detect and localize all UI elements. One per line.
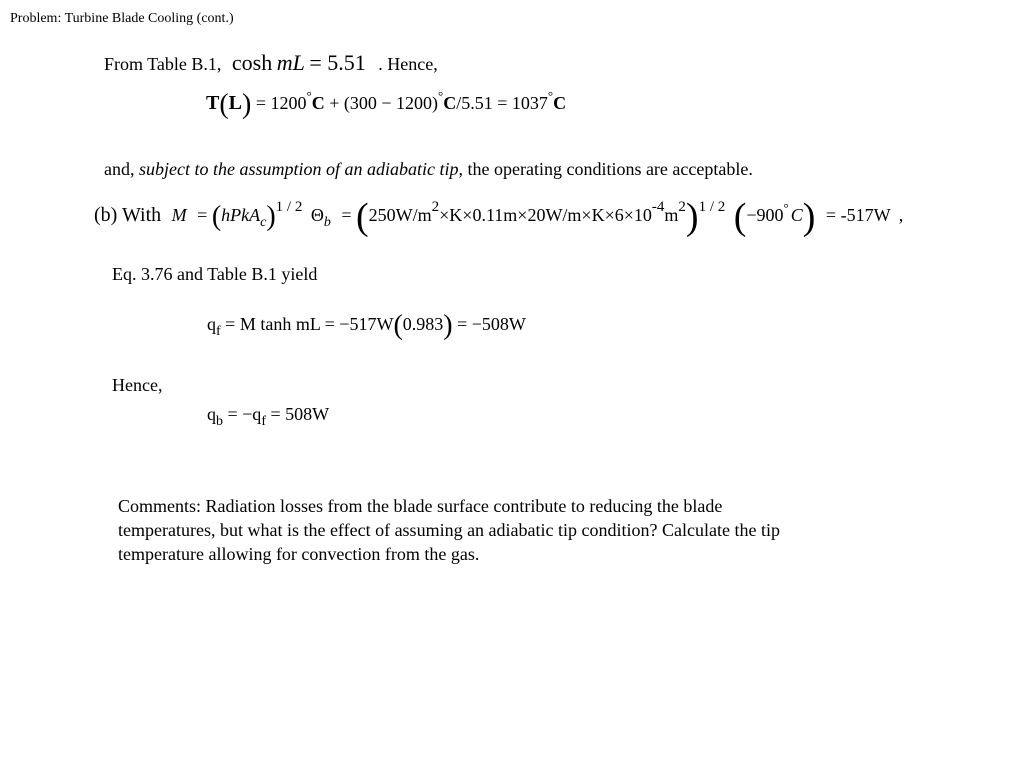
hence-suffix: . Hence,: [378, 54, 438, 74]
eq-M: M: [171, 205, 187, 226]
subscript-c: c: [260, 215, 267, 231]
sup-2: 2: [431, 199, 440, 216]
inner-b: ×K×0.11m×20W/m×K×6×10: [439, 205, 652, 226]
eq-q: q: [207, 314, 216, 335]
eq-equals: =: [341, 205, 352, 226]
adiabatic-prefix: and,: [104, 159, 139, 179]
degree-symbol: °: [783, 200, 789, 216]
base-heat-rate-equation: [207, 404, 330, 429]
eq-q: q: [207, 404, 216, 424]
adiabatic-statement: [104, 160, 753, 178]
sup-2: 2: [678, 199, 686, 216]
exponent-half: 1 / 2: [698, 199, 726, 216]
paren-close: ): [242, 89, 252, 120]
cosh-value: = 5.51: [309, 50, 366, 75]
theta-symbol: Θ: [310, 205, 324, 226]
tip-temperature-equation: [206, 88, 567, 120]
qb-mid: = −q: [223, 404, 262, 424]
unit-C: C: [311, 93, 325, 114]
eq-T: T: [206, 92, 220, 115]
paren-open: (: [211, 201, 222, 232]
degree-symbol: °: [438, 88, 444, 104]
big-paren-open: (: [356, 196, 369, 238]
fin-heat-rate-equation: [207, 312, 526, 340]
cosh-statement: [104, 52, 438, 74]
subscript-f: f: [261, 414, 266, 429]
comma: ,: [898, 205, 904, 226]
qb-rhs: = 508W: [265, 404, 330, 424]
eq-L: L: [228, 92, 243, 115]
neg-900: −900: [746, 205, 784, 226]
exponent-half: 1 / 2: [275, 199, 303, 216]
unit-C: C: [790, 205, 803, 226]
paren-open: (: [393, 310, 403, 341]
subscript-b: b: [323, 215, 331, 231]
eq-equals: =: [197, 205, 208, 226]
qf-rhs-b: = −508W: [452, 314, 526, 335]
paren-open: (: [219, 89, 229, 120]
M-result: = -517W: [825, 205, 891, 226]
paren-close: ): [266, 201, 276, 232]
paren-close: ): [443, 310, 453, 341]
part-b-label: (b) With: [94, 204, 162, 227]
big-paren-close: ): [685, 196, 699, 238]
big-paren-close: ): [802, 196, 816, 238]
cosh-argument: mL: [276, 50, 305, 75]
eq-part1: = 1200: [251, 93, 307, 114]
degree-symbol: °: [306, 88, 312, 104]
unit-C: C: [553, 93, 567, 114]
cosh-function: cosh: [231, 50, 273, 75]
comments-paragraph: Comments: Radiation losses from the blade surface contribute to reducing the blade temperatures, but what is the effect of assuming an adiabatic tip condition? Calculate the tip temperature allowing for convection from the gas.: [118, 496, 780, 564]
hence-label: Hence,: [112, 375, 163, 395]
adiabatic-italic: subject to the assumption of an adiabatic tip: [139, 159, 459, 179]
cosh-prefix: From Table B.1,: [104, 54, 222, 74]
sup-neg4: -4: [651, 199, 665, 216]
fin-parameter-equation: [94, 198, 903, 236]
subscript-f: f: [216, 324, 221, 340]
unit-C: C: [443, 93, 457, 114]
eq-part3: /5.51 = 1037: [456, 93, 548, 114]
eq-hPkA: hPkA: [221, 205, 261, 226]
degree-symbol: °: [547, 88, 554, 104]
page-title: Problem: Turbine Blade Cooling (cont.): [10, 11, 234, 26]
qf-value: 0.983: [402, 314, 444, 335]
subscript-b: b: [216, 414, 223, 429]
adiabatic-suffix: , the operating conditions are acceptable.: [458, 159, 753, 179]
inner-c: m: [664, 205, 679, 226]
qf-rhs-a: = M tanh mL = −517W: [220, 314, 394, 335]
eq376-statement: Eq. 3.76 and Table B.1 yield: [112, 264, 318, 284]
inner-a: 250W/m: [368, 205, 432, 226]
big-paren-open: (: [733, 196, 747, 238]
eq-part2: + (300 − 1200): [324, 93, 438, 114]
